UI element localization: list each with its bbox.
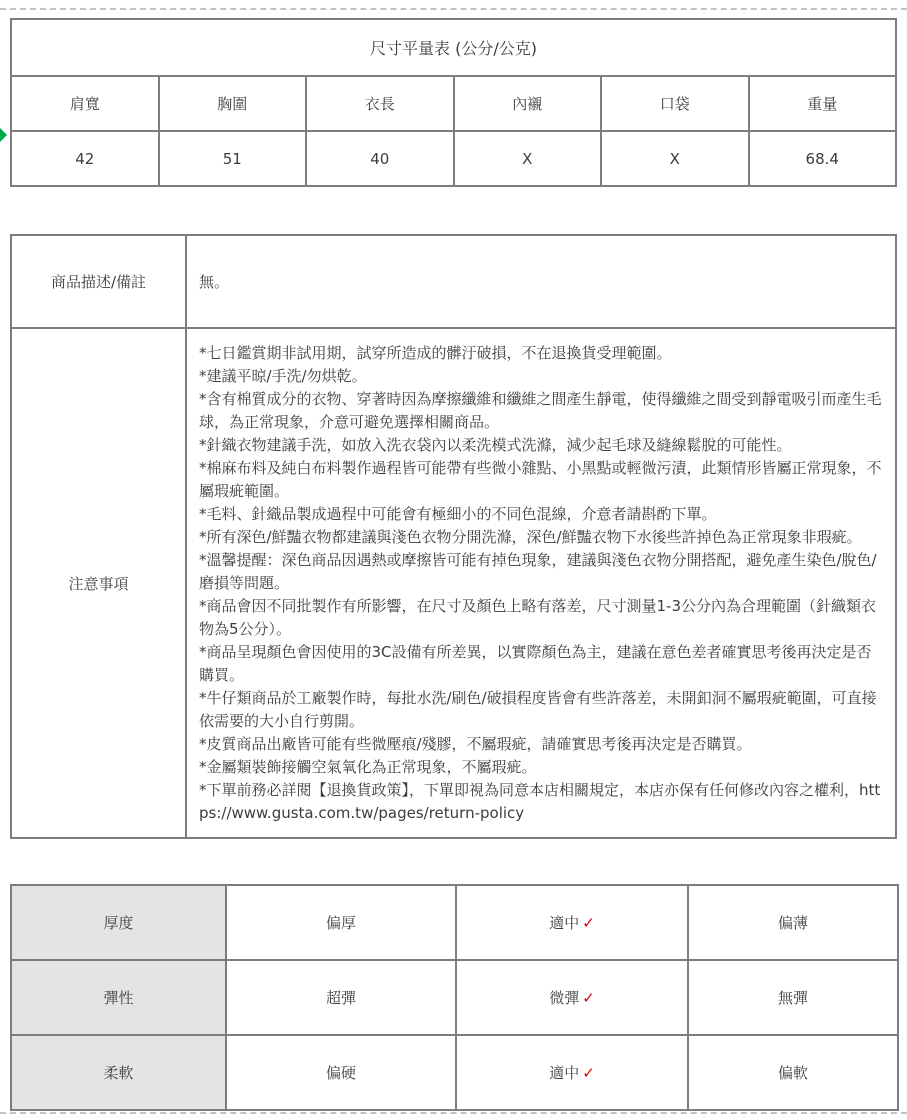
bottom-dashed-divider bbox=[0, 1112, 907, 1114]
description-value: 無。 bbox=[186, 235, 896, 328]
size-table-value-row bbox=[11, 131, 896, 186]
note-line: *溫馨提醒：深色商品因遇熱或摩擦皆可能有掉色現象，建議與淺色衣物分開搭配，避免產生染色/脫色/磨損等問題。 bbox=[199, 550, 877, 592]
size-value: 51 bbox=[159, 131, 307, 186]
size-column-header: 胸圍 bbox=[159, 76, 307, 131]
size-column-header: 重量 bbox=[749, 76, 897, 131]
note-line: *下單前務必詳閱【退換貨政策】，下單即視為同意本店相關規定，本店亦保有任何修改內容之權利，https://www.gusta.com.tw/pages/return-policy bbox=[199, 780, 881, 822]
attribute-option-label: 適中 bbox=[549, 1064, 580, 1082]
top-dashed-divider bbox=[0, 8, 907, 10]
checkmark-icon: ✓ bbox=[582, 989, 595, 1007]
size-column-header: 口袋 bbox=[601, 76, 749, 131]
note-line: *商品呈現顏色會因使用的3C設備有所差異，以實際顏色為主，建議在意色差者確實思考後再決定是否購買。 bbox=[199, 642, 872, 684]
green-marker bbox=[0, 128, 7, 142]
note-line: *毛料、針織品製成過程中可能會有極細小的不同色混線，介意者請斟酌下單。 bbox=[199, 504, 717, 523]
attribute-option bbox=[226, 885, 456, 960]
size-table-title: 尺寸平量表 (公分/公克) bbox=[11, 19, 896, 76]
size-column-header: 肩寬 bbox=[11, 76, 159, 131]
attribute-option-checked bbox=[456, 960, 688, 1035]
note-line: *金屬類裝飾接觸空氣氧化為正常現象，不屬瑕疵。 bbox=[199, 757, 537, 776]
size-value: 42 bbox=[11, 131, 159, 186]
size-value: 40 bbox=[306, 131, 454, 186]
attribute-option-label: 無彈 bbox=[777, 989, 808, 1007]
attribute-row-elasticity bbox=[11, 960, 898, 1035]
checkmark-icon: ✓ bbox=[582, 1064, 595, 1082]
size-value: 68.4 bbox=[749, 131, 897, 186]
attribute-table bbox=[10, 884, 899, 1111]
attribute-option-label: 偏厚 bbox=[325, 914, 356, 932]
attribute-row-softness bbox=[11, 1035, 898, 1110]
note-line: *七日鑑賞期非試用期，試穿所造成的髒汙破損，不在退換貨受理範圍。 bbox=[199, 343, 672, 362]
attribute-option bbox=[688, 1035, 898, 1110]
size-value: X bbox=[454, 131, 602, 186]
attribute-option bbox=[226, 1035, 456, 1110]
size-column-header: 衣長 bbox=[306, 76, 454, 131]
notes-row bbox=[11, 328, 896, 838]
note-line: *針織衣物建議手洗，如放入洗衣袋內以柔洗模式洗滌，減少起毛球及縫線鬆脫的可能性。 bbox=[199, 435, 792, 454]
checkmark-icon: ✓ bbox=[582, 914, 595, 932]
attribute-option-label: 偏軟 bbox=[777, 1064, 808, 1082]
size-table-header-row bbox=[11, 76, 896, 131]
size-value: X bbox=[601, 131, 749, 186]
size-column-header: 內襯 bbox=[454, 76, 602, 131]
attribute-label: 彈性 bbox=[11, 960, 226, 1035]
attribute-option-label: 適中 bbox=[549, 914, 580, 932]
attribute-label: 柔軟 bbox=[11, 1035, 226, 1110]
size-table bbox=[10, 18, 897, 187]
description-row bbox=[11, 235, 896, 328]
attribute-label: 厚度 bbox=[11, 885, 226, 960]
attribute-option-label: 偏薄 bbox=[777, 914, 808, 932]
attribute-option-checked bbox=[456, 885, 688, 960]
notes-content bbox=[186, 328, 896, 838]
info-table bbox=[10, 234, 897, 839]
note-line: *皮質商品出廠皆可能有些微壓痕/殘膠，不屬瑕疵，請確實思考後再決定是否購買。 bbox=[199, 734, 752, 753]
attribute-option bbox=[226, 960, 456, 1035]
note-line: *牛仔類商品於工廠製作時，每批水洗/刷色/破損程度皆會有些許落差，未開釦洞不屬瑕疵範圍，可直接依需要的大小自行剪開。 bbox=[199, 688, 877, 730]
note-line: *含有棉質成分的衣物、穿著時因為摩擦纖維和纖維之間產生靜電，使得纖維之間受到靜電吸引而產生毛球，為正常現象，介意可避免選擇相關商品。 bbox=[199, 389, 882, 431]
note-line: *建議平晾/手洗/勿烘乾。 bbox=[199, 366, 367, 385]
attribute-option-checked bbox=[456, 1035, 688, 1110]
attribute-row-thickness bbox=[11, 885, 898, 960]
attribute-option-label: 超彈 bbox=[325, 989, 356, 1007]
attribute-option bbox=[688, 960, 898, 1035]
note-line: *所有深色/鮮豔衣物都建議與淺色衣物分開洗滌，深色/鮮豔衣物下水後些許掉色為正常現象非瑕疵。 bbox=[199, 527, 862, 546]
note-line: *商品會因不同批製作有所影響，在尺寸及顏色上略有落差，尺寸測量1-3公分內為合理範圍（針織類衣物為5公分）。 bbox=[199, 596, 877, 638]
note-line: *棉麻布料及純白布料製作過程皆可能帶有些微小雜點、小黑點或輕微污漬，此類情形皆屬正常現象，不屬瑕疵範圍。 bbox=[199, 458, 882, 500]
attribute-option bbox=[688, 885, 898, 960]
attribute-option-label: 偏硬 bbox=[325, 1064, 356, 1082]
attribute-option-label: 微彈 bbox=[549, 989, 580, 1007]
size-table-title-row bbox=[11, 19, 896, 76]
notes-label: 注意事項 bbox=[11, 328, 186, 838]
description-label: 商品描述/備註 bbox=[11, 235, 186, 328]
